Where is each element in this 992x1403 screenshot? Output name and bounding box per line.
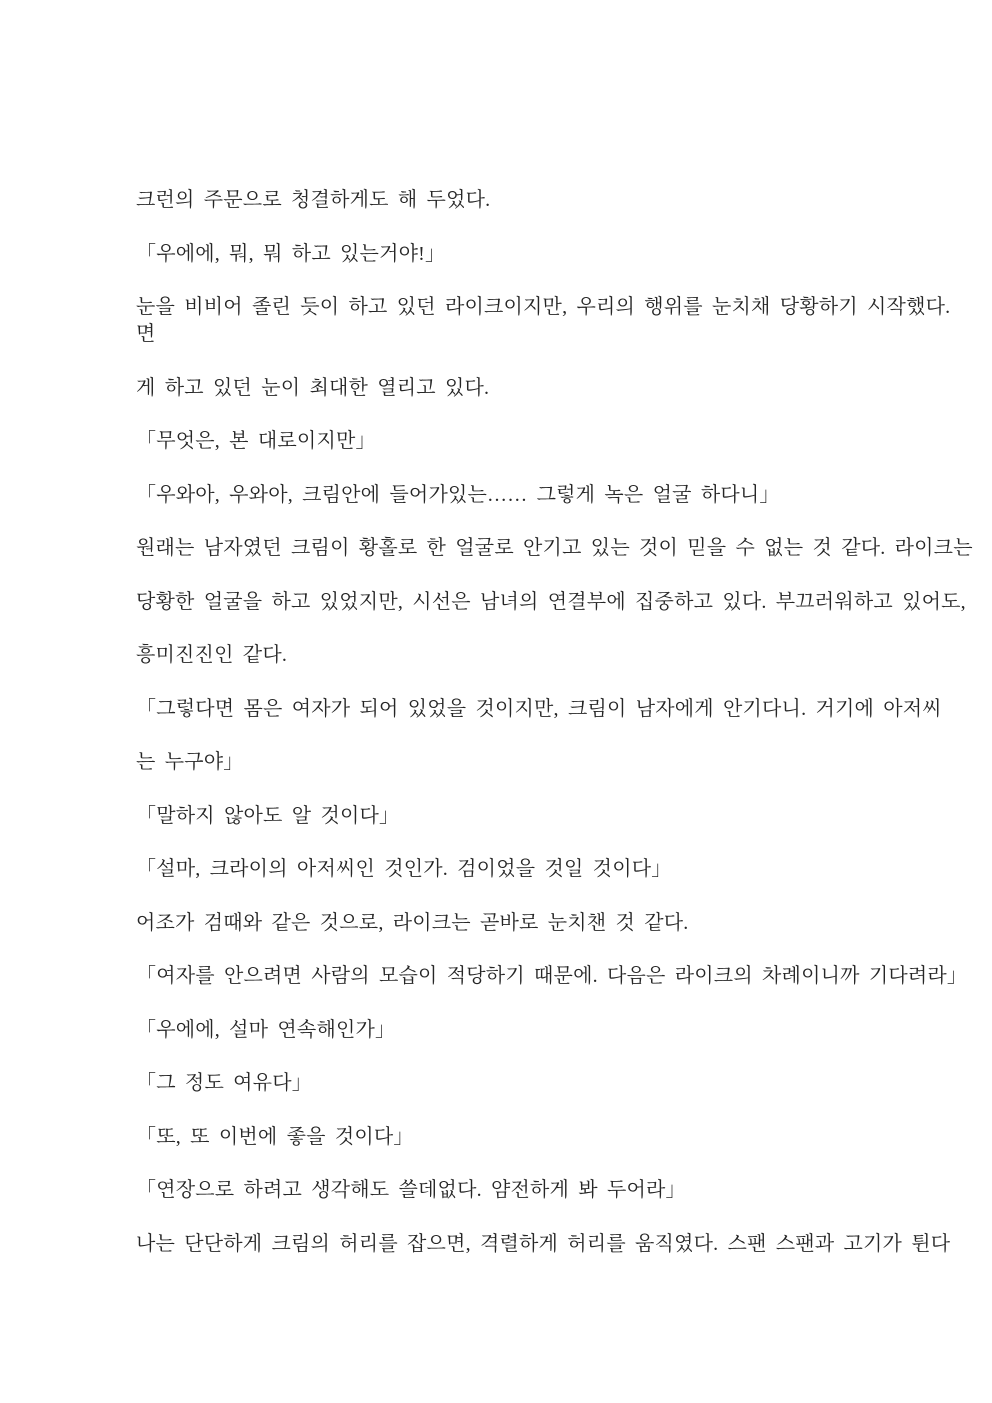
paragraph: 원래는 남자였던 크림이 황홀로 한 얼굴로 안기고 있는 것이 믿을 수 없는 것 같다. 라이크는 xyxy=(136,537,973,559)
paragraph-continuation: 는 누구야」 xyxy=(136,751,244,773)
paragraph: 게 하고 있던 눈이 최대한 열리고 있다. xyxy=(136,376,490,399)
paragraph: 「연장으로 하려고 생각해도 쓸데없다. 얌전하게 봐 두어라」 xyxy=(136,1179,686,1201)
paragraph: 「그 정도 여유다」 xyxy=(136,1072,312,1094)
paragraph: 「설마, 크라이의 아저씨인 것인가. 검이었을 것일 것이다」 xyxy=(136,858,672,880)
paragraph: 크런의 주문으로 청결하게도 해 두었다. xyxy=(136,189,491,211)
paragraph: 「우와아, 우와아, 크림안에 들어가있는…… 그렇게 녹은 얼굴 하다니」 xyxy=(136,483,780,506)
paragraph: 「말하지 않아도 알 것이다」 xyxy=(136,804,400,827)
paragraph-continuation: 면 xyxy=(136,323,156,345)
paragraph: 눈을 비비어 졸린 듯이 하고 있던 라이크이지만, 우리의 행위를 눈치채 당황하기 시작했다. xyxy=(136,296,951,318)
paragraph: 「여자를 안으려면 사람의 모습이 적당하기 때문에. 다음은 라이크의 차례이니까 기다려라」 xyxy=(136,965,968,987)
paragraph: 나는 단단하게 크림의 허리를 잡으면, 격렬하게 허리를 움직였다. 스팬 스팬과 고기가 튄다 xyxy=(136,1232,951,1255)
paragraph: 「그렇다면 몸은 여자가 되어 있었을 것이지만, 크림이 남자에게 안기다니. 거기에 아저씨 xyxy=(136,697,942,720)
paragraph: 「무엇은, 본 대로이지만」 xyxy=(136,430,376,452)
paragraph: 어조가 검때와 같은 것으로, 라이크는 곧바로 눈치챈 것 같다. xyxy=(136,911,689,934)
paragraph: 「우에에, 설마 연속해인가」 xyxy=(136,1018,396,1041)
paragraph: 당황한 얼굴을 하고 있었지만, 시선은 남녀의 연결부에 집중하고 있다. 부끄러워하고 있어도, xyxy=(136,590,966,613)
paragraph: 흥미진진인 같다. xyxy=(136,644,288,666)
paragraph: 「우에에, 뭐, 뭐 하고 있는거야!」 xyxy=(136,242,446,265)
paragraph: 「또, 또 이번에 좋을 것이다」 xyxy=(136,1125,414,1148)
